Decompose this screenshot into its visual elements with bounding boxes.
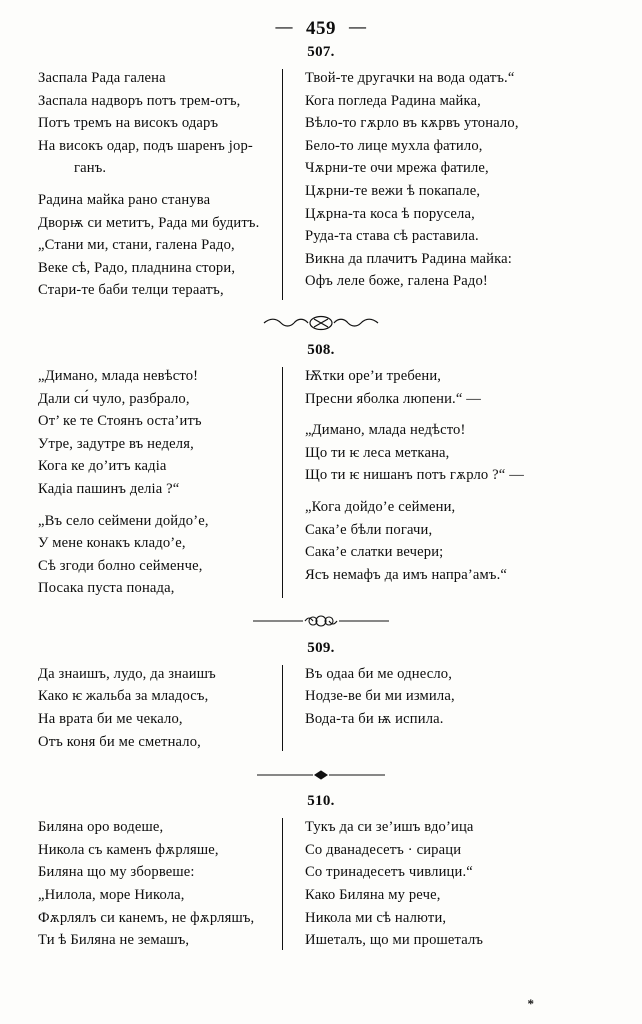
verse-line: Руда-та става сѣ раставила.	[305, 228, 479, 245]
verse-line: Биляна що му зборвеше:	[38, 864, 195, 881]
page-header	[0, 0, 642, 40]
section-number: 508.	[307, 341, 335, 358]
verse-line: Цѫрна-та коса ѣ порусела,	[305, 205, 475, 222]
verse-line: Тукъ да си зе’ишъ вдо’ица	[305, 819, 474, 836]
verse-line: Утре, задутре въ неделя,	[38, 435, 194, 452]
verse-line: „Кога дойдо’е сеймени,	[305, 498, 456, 515]
verse-line: Нодзе-ве би ми измила,	[305, 688, 455, 705]
verse-line: Како Биляна му рече,	[305, 887, 441, 904]
verse-line: Отъ коня би ме сметнало,	[38, 733, 201, 750]
verse-line: „Стани ми, стани, галена Радо,	[38, 237, 235, 254]
verse-columns	[0, 365, 642, 600]
verse-line: Ти ѣ Биляна не земашъ,	[38, 932, 190, 949]
verse-line: Вода-та би ѭ испила.	[305, 711, 444, 728]
verse-line: „Димано, млада недѣсто!	[305, 422, 466, 439]
verse-line: Сака’е бѣли погачи,	[305, 521, 433, 538]
header-dash-right: —	[349, 17, 367, 36]
verse-line: Никола ми сѣ налюти,	[305, 909, 447, 926]
section-divider	[0, 763, 642, 785]
section-divider	[0, 610, 642, 632]
header-dash-left: —	[275, 17, 293, 36]
verse-column-left	[0, 365, 282, 600]
verse-line: Заспала Рада галена	[38, 70, 166, 86]
verse-line: Заспала надворъ потъ трем-отъ,	[38, 92, 241, 109]
verse-line: Потъ тремъ на високъ одаръ	[38, 115, 219, 132]
verse-line: Що ти ѥ леса меткана,	[305, 444, 450, 461]
ornament-flourish	[260, 314, 382, 332]
verse-column-left	[0, 816, 282, 952]
ornament-thin-knot	[251, 615, 391, 627]
verse-line: Да знаишъ, лудо, да знаишъ	[38, 665, 216, 682]
verse-line: „Нилола, море Никола,	[38, 887, 185, 904]
verse-line: От’ ке те Стоянъ оста’итъ	[38, 413, 202, 430]
verse-line: На високъ одар, подъ шаренъ jор-	[38, 137, 253, 154]
verse-column-right	[283, 365, 583, 586]
verse-line: Радина майка рано станува	[38, 191, 211, 208]
verse-line: На врата би ме чекало,	[38, 711, 183, 728]
verse-line: Дворѭ си метитъ, Рада ми будитъ.	[38, 214, 260, 231]
verse-line: Чѫрни-те очи мрежа фатиле,	[305, 160, 489, 177]
verse-line: Твой-те другачки на вода одатъ.“	[305, 70, 515, 86]
page-number: 459	[306, 18, 336, 39]
verse-columns	[0, 663, 642, 753]
verse-line: Посака пуста понада,	[38, 580, 175, 597]
song-section	[0, 44, 642, 334]
verse-column-left	[0, 67, 282, 302]
section-number: 510.	[307, 793, 335, 810]
verse-line: Дали си́ чуло, разбрало,	[38, 390, 190, 407]
verse-line: Кога ке до’итъ кадiа	[38, 458, 167, 475]
verse-line: Викна да плачитъ Радина майка:	[305, 250, 512, 267]
verse-line: „Димано, млада невѣсто!	[38, 367, 199, 384]
verse-line: Вѣло-то гѫрло въ кѫрвъ утонало,	[305, 115, 519, 132]
verse-line: Ясъ немафъ да имъ напра’амъ.“	[305, 566, 508, 583]
section-divider	[0, 312, 642, 334]
section-number: 509.	[307, 639, 335, 656]
verse-column-right	[283, 816, 583, 952]
verse-columns	[0, 816, 642, 952]
verse-line: Кога погледа Радина майка,	[305, 92, 481, 109]
verse-line: Со дванадесетъ · сираци	[305, 841, 462, 858]
verse-line: Бело-то лице мухла фатило,	[305, 137, 483, 154]
verse-line: Со тринадесетъ чивлици.“	[305, 864, 473, 881]
verse-line: Фѫрлялъ си канемъ, не фѫрляшъ,	[38, 909, 255, 926]
verse-line: Биляна оро водеше,	[38, 819, 164, 836]
verse-column-left	[0, 663, 282, 753]
verse-line: Що ти ѥ нишанъ потъ гѫрло ?“ —	[305, 467, 524, 484]
verse-line: Стари-те баби телци тераатъ,	[38, 282, 224, 299]
ornament-thin-small	[255, 770, 387, 780]
verse-line: Кадiа пашинъ делiа ?“	[38, 480, 180, 497]
verse-line: „Въ село сеймени дойдо’е,	[38, 512, 209, 529]
verse-line: Пресни яболка люпени.“ —	[305, 390, 482, 407]
section-number: 507.	[307, 44, 335, 60]
verse-line: Како ѥ жальба за младосъ,	[38, 688, 209, 705]
end-mark: *	[527, 996, 534, 1011]
verse-column-right	[283, 663, 583, 731]
verse-columns	[0, 67, 642, 302]
verse-line: Сака’е слатки вечери;	[305, 544, 444, 561]
verse-line: У мене конакъ кладо’е,	[38, 535, 186, 552]
song-section	[0, 793, 642, 952]
verse-line: Ѭтки оре’и требени,	[305, 367, 442, 384]
song-section	[0, 342, 642, 632]
sections-container	[0, 44, 642, 952]
verse-line: Веке сѣ, Радо, пладнина стори,	[38, 259, 236, 276]
verse-line: Ишеталъ, що ми прошеталъ	[305, 932, 484, 949]
verse-line: Никола съ каменъ фѫрляше,	[38, 841, 219, 858]
verse-line: ганъ.	[74, 160, 107, 177]
verse-column-right	[283, 67, 583, 293]
verse-line: Въ одаа би ме однесло,	[305, 665, 453, 682]
verse-line: Сѣ згоди болно сейменче,	[38, 557, 203, 574]
verse-line: Офъ леле боже, галена Радо!	[305, 273, 488, 290]
verse-line: Цѫрни-те вежи ѣ покапале,	[305, 182, 481, 199]
song-section	[0, 640, 642, 785]
